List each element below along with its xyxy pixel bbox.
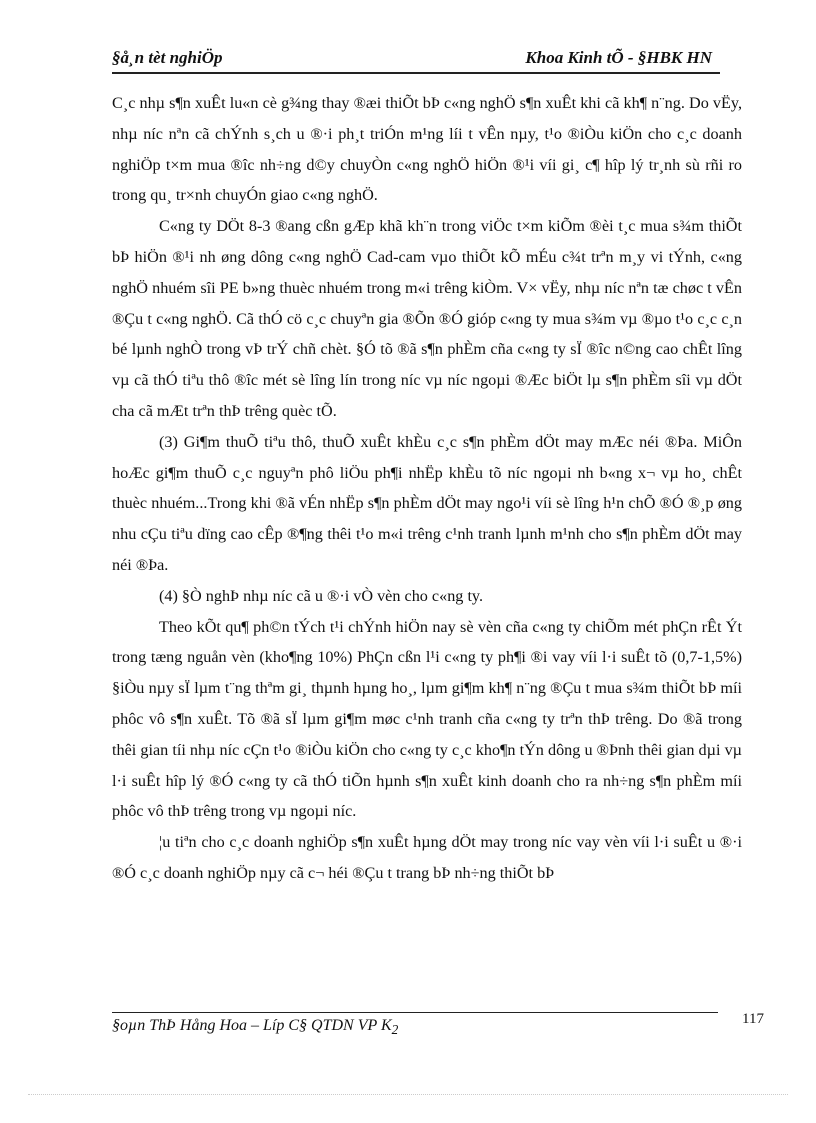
footer-subscript: 2 (391, 1022, 399, 1038)
header-faculty-label: Khoa Kinh tÕ - §HBK HN (525, 48, 712, 67)
paragraph-5: Theo kÕt qu¶ ph©n tÝch t¹i chÝnh hiÖn nay sè vèn cña c«ng ty chiÕm mét phÇn rÊt Ýt trong tæng nguån vèn (kho¶ng 10%) PhÇn cßn l¹i c«ng ty ph¶i ®i vay víi l·i suÊt tõ (0,7-1,5%) §iÒu nµy sÏ lµm t¨ng thªm gi¸ thµnh hµng ho¸, lµm gi¶m kh¶ n¨ng ®Çu t mua s¾m thiÕt bÞ míi phôc vô s¶n xuÊt. Tõ ®ã sÏ lµm gi¶m møc c¹nh tranh cña c«ng ty trªn thÞ trêng. Do ®ã trong thêi gian tíi nhµ níc cÇn t¹o ®iÒu kiÖn cho c«ng ty c¸c kho¶n tÝn dông u ®Þnh thêi gian dµi vµ l·i suÊt hîp lý ®Ó c«ng ty cã thÓ tiÕn hµnh s¶n xuÊt kinh doanh cho ra nh÷ng s¶n phÈm míi phôc vô thÞ trêng trong vµ ngoµi níc. (112, 617, 742, 821)
paragraph-1: C¸c nhµ s¶n xuÊt lu«n cè g¾ng thay ®æi thiÕt bÞ c«ng nghÖ s¶n xuÊt khi cã kh¶ n¨ng. Do vËy, nhµ níc nªn cã chÝnh s¸ch u ®·i ph¸t triÓn m¹ng líi t vÊn nµy, t¹o ®iÒu kiÖn cho c¸c doanh nghiÖp t×m mua ®îc nh÷ng d©y chuyÒn c«ng nghÖ hiÖn ®¹i víi gi¸ c¶ hîp lý tr¸nh sù rñi ro trong qu¸ tr×nh chuyÓn giao c«ng nghÖ. (112, 94, 742, 205)
paragraph-6: ¦u tiªn cho c¸c doanh nghiÖp s¶n xuÊt hµng dÖt may trong níc vay vèn víi l·i suÊt u ®·i ®Ó c¸c doanh nghiÖp nµy cã c¬ héi ®Çu t trang bÞ nh÷ng thiÕt bÞ (112, 833, 742, 882)
paragraph-4: (4) §Ò nghÞ nhµ níc cã u ®·i vÒ vèn cho c«ng ty. (159, 586, 484, 605)
footer-rule (112, 1012, 718, 1013)
header-thesis-label: §å¸n tèt nghiÖp (112, 48, 223, 67)
paragraph-3: (3) Gi¶m thuÕ tiªu thô, thuÕ xuÊt khÈu c¸c s¶n phÈm dÖt may mÆc néi ®Þa. MiÔn hoÆc gi¶m thuÕ c¸c nguyªn phô liÖu ph¶i nhËp khÈu tõ níc ngoµi nh b«ng x¬ vµ ho¸ chÊt thuèc nhuém...Trong khi ®ã vÉn nhËp s¶n phÈm dÖt may ngo¹i víi sè lîng h¹n chÕ ®Ó ®¸p øng nhu cÇu tiªu dïng cao cÊp ®¶ng thêi t¹o m«i trêng c¹nh tranh lµnh m¹nh cho s¶n phÈm dÖt may néi ®Þa. (112, 432, 742, 574)
page-number: 117 (742, 1011, 764, 1027)
page-header (112, 48, 720, 74)
page-bottom-dotted-line (28, 1094, 788, 1095)
document-body (112, 88, 742, 889)
footer-author (112, 1017, 398, 1038)
footer-author-text: §oµn ThÞ Hång Hoa – Líp C§ QTDN VP K (112, 1017, 392, 1034)
paragraph-2: C«ng ty DÖt 8-3 ®ang cßn gÆp khã kh¨n trong viÖc t×m kiÕm ®èi t¸c mua s¾m thiÕt bÞ hiÖn ®¹i nh øng dông c«ng nghÖ Cad-cam vµo thiÕt kÕ mÉu c¾t trªn m¸y vi tÝnh, c«ng nghÖ nhuém sîi PE b»ng thuèc nhuém trong m«i trêng kiÒm. V× vËy, nhµ níc nªn tæ chøc t vÊn ®Çu t c«ng nghÖ. Cã thÓ cö c¸c chuyªn gia ®Õn ®Ó gióp c«ng ty mua s¾m vµ ®µo t¹o c¸c c¸n bé lµnh nghÒ trong vÞ trÝ chñ chèt. §Ó tõ ®ã s¶n phÈm cña c«ng ty sÏ ®îc n©ng cao chÊt lîng vµ cã thÓ tiªu thô ®îc mét sè lîng lín trong níc vµ níc ngoµi ®Æc biÖt lµ s¶n phÈm sîi vµ dÖt cha cã mÆt trªn thÞ trêng quèc tÕ. (112, 217, 742, 420)
